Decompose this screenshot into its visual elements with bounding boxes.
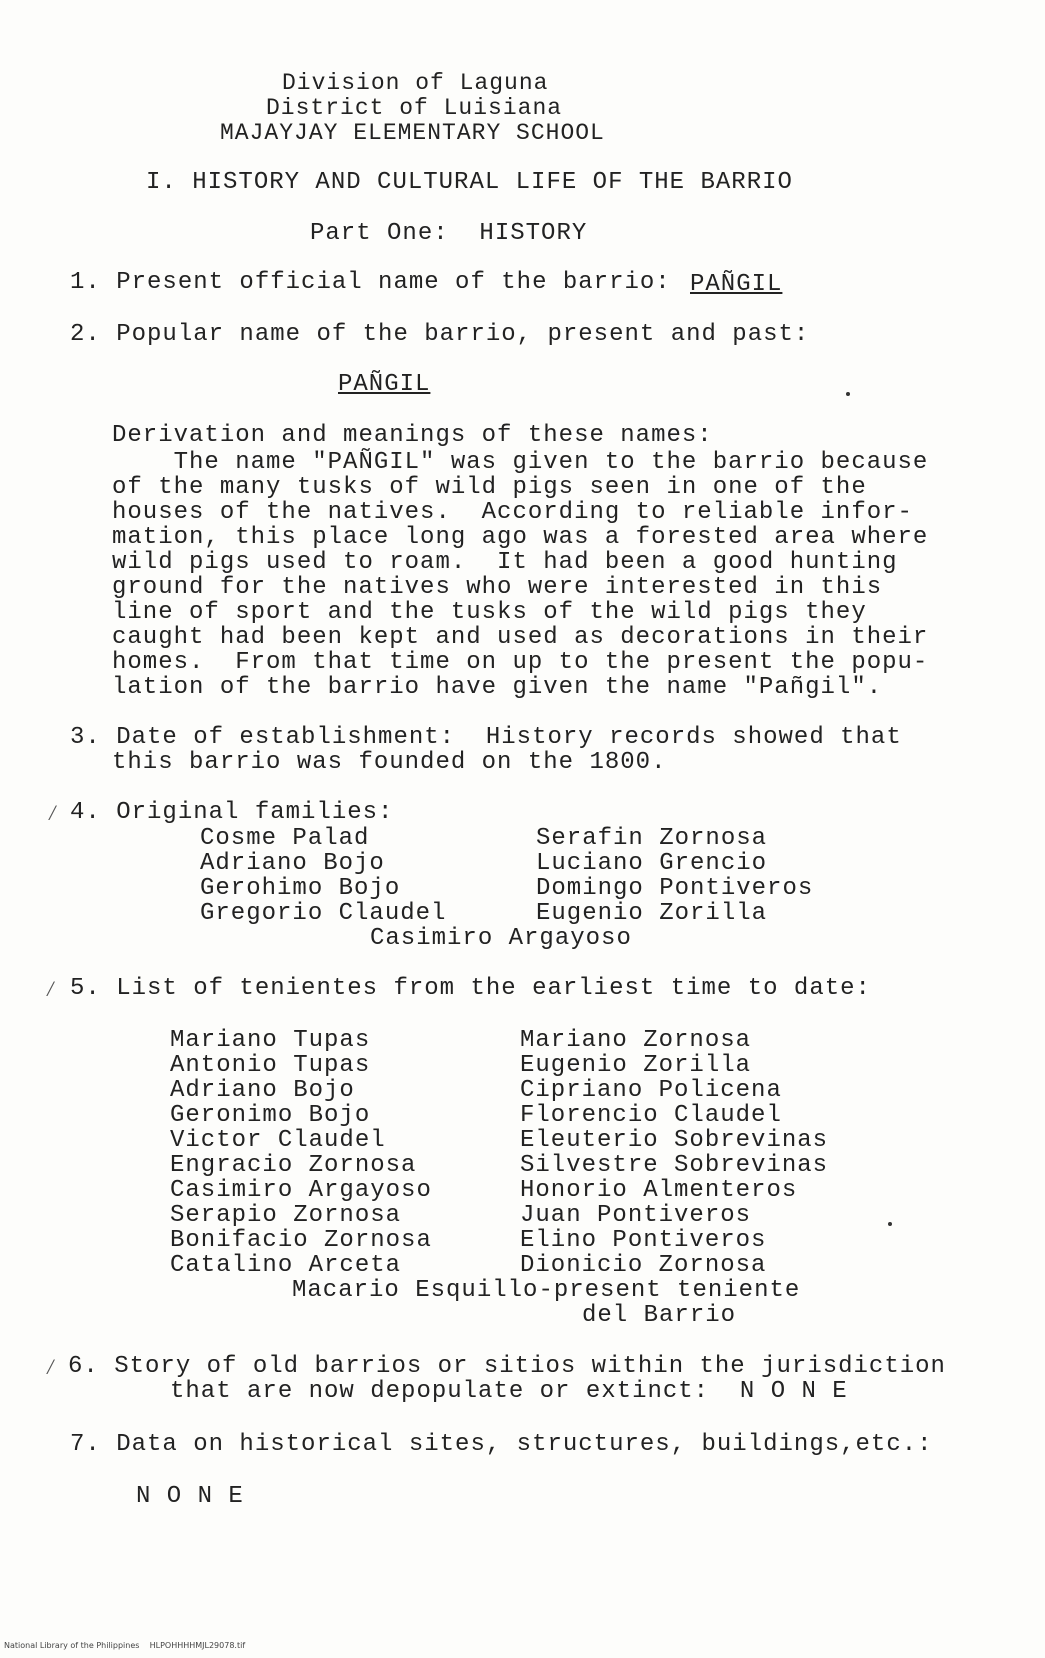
header-school: MAJAYJAY ELEMENTARY SCHOOL: [220, 120, 605, 146]
item5-label: 5. List of tenientes from the earliest time to date:: [70, 975, 871, 1002]
teniente-right: Florencio Claudel: [520, 1102, 782, 1129]
header-district: District of Luisiana: [266, 95, 563, 121]
item3-line2: this barrio was founded on the 1800.: [112, 749, 667, 776]
present-teniente: Macario Esquillo-present teniente: [292, 1277, 801, 1304]
teniente-right: Dionicio Zornosa: [520, 1252, 767, 1279]
item7-line1: 7. Data on historical sites, structures, buildings,etc.:: [70, 1431, 933, 1458]
family-last: Casimiro Argayoso: [370, 925, 632, 952]
family-left: Gerohimo Bojo: [200, 875, 401, 902]
paragraph-line: ground for the natives who were interested in this: [112, 574, 883, 601]
teniente-right: Eleuterio Sobrevinas: [520, 1127, 829, 1154]
check-mark-icon: ⁄: [46, 802, 60, 827]
present-teniente-cont: del Barrio: [582, 1302, 737, 1329]
teniente-right: Eugenio Zorilla: [520, 1052, 752, 1079]
header-division: Division of Laguna: [282, 70, 549, 96]
item4-label: 4. Original families:: [70, 799, 394, 826]
paragraph-line: wild pigs used to roam. It had been a good hunting: [112, 549, 898, 576]
teniente-left: Serapio Zornosa: [170, 1202, 402, 1229]
item1-label: 1. Present official name of the barrio:: [70, 269, 671, 296]
paragraph-line: line of sport and the tusks of the wild pigs they: [112, 599, 867, 626]
teniente-left: Engracio Zornosa: [170, 1152, 417, 1179]
teniente-right: Cipriano Policena: [520, 1077, 782, 1104]
teniente-left: Mariano Tupas: [170, 1027, 371, 1054]
family-right: Eugenio Zorilla: [536, 900, 768, 927]
family-right: Luciano Grencio: [536, 850, 768, 877]
teniente-right: Elino Pontiveros: [520, 1227, 767, 1254]
item2-value: PAÑGIL: [338, 371, 431, 398]
paragraph-line: of the many tusks of wild pigs seen in one of the: [112, 474, 867, 501]
teniente-left: Catalino Arceta: [170, 1252, 402, 1279]
check-mark-icon: ⁄: [44, 1356, 58, 1381]
teniente-left: Casimiro Argayoso: [170, 1177, 432, 1204]
teniente-left: Adriano Bojo: [170, 1077, 355, 1104]
family-right: Domingo Pontiveros: [536, 875, 814, 902]
item2-label: 2. Popular name of the barrio, present and past:: [70, 321, 810, 348]
item6-line1: 6. Story of old barrios or sitios within the jurisdiction: [68, 1353, 946, 1380]
item3-line1: 3. Date of establishment: History records showed that: [70, 724, 902, 751]
scan-footer: National Library of the Philippines HLPOHHHHMJL29078.tif: [4, 1641, 246, 1650]
family-left: Cosme Palad: [200, 825, 370, 852]
paragraph-line: mation, this place long ago was a forested area where: [112, 524, 929, 551]
teniente-right: Mariano Zornosa: [520, 1027, 752, 1054]
part-title: Part One: HISTORY: [310, 220, 588, 247]
item7-line2: N O N E: [136, 1483, 244, 1510]
teniente-left: Victor Claudel: [170, 1127, 386, 1154]
paragraph-line: caught had been kept and used as decorations in their: [112, 624, 929, 651]
teniente-right: Silvestre Sobrevinas: [520, 1152, 829, 1179]
section-title: I. HISTORY AND CULTURAL LIFE OF THE BARRIO: [146, 169, 793, 196]
paragraph-line: homes. From that time on up to the present the popu-: [112, 649, 929, 676]
paragraph-line: The name "PAÑGIL" was given to the barrio because: [112, 449, 929, 476]
item1-value: PAÑGIL: [690, 271, 783, 298]
family-left: Gregorio Claudel: [200, 900, 447, 927]
paragraph-line: lation of the barrio have given the name "Pañgil".: [112, 674, 883, 701]
teniente-left: Antonio Tupas: [170, 1052, 371, 1079]
check-mark-icon: ⁄: [44, 978, 58, 1003]
teniente-left: Geronimo Bojo: [170, 1102, 371, 1129]
speck: [846, 392, 850, 396]
item6-line2: that are now depopulate or extinct: N O N E: [170, 1378, 848, 1405]
derivation-heading: Derivation and meanings of these names:: [112, 422, 713, 449]
paragraph-line: houses of the natives. According to reliable infor-: [112, 499, 913, 526]
teniente-right: Juan Pontiveros: [520, 1202, 752, 1229]
family-right: Serafin Zornosa: [536, 825, 768, 852]
speck: [888, 1222, 892, 1226]
teniente-left: Bonifacio Zornosa: [170, 1227, 432, 1254]
teniente-right: Honorio Almenteros: [520, 1177, 798, 1204]
family-left: Adriano Bojo: [200, 850, 385, 877]
